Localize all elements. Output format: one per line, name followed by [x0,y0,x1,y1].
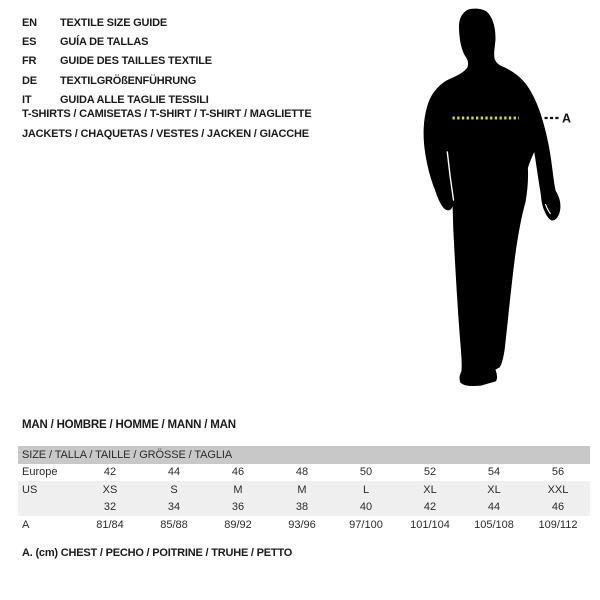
language-label: TEXTILE SIZE GUIDE [60,16,168,29]
language-code: ES [22,35,37,48]
language-code: DE [22,74,37,87]
list-item [22,13,212,32]
size-cell: 81/84 [96,518,124,531]
language-label: TEXTILGRÖßENFÜHRUNG [60,74,197,87]
size-cell: XL [423,483,437,496]
size-cell: 97/100 [349,518,383,531]
measurement-footnote: A. (cm) CHEST / PECHO / POITRINE / TRUHE / PETTO [22,547,293,559]
size-cell: 44 [167,466,181,479]
size-cell: 46 [231,466,245,479]
size-cell: 44 [487,501,501,514]
size-cell: 101/104 [410,518,450,531]
list-item [22,32,212,51]
row-label: A [22,518,30,531]
language-label: GUIDA ALLE TAGLIE TESSILI [60,93,209,106]
size-cell: 85/88 [160,518,188,531]
size-cell: 36 [231,501,245,514]
table-row-europe [18,464,590,482]
table-row-uk [18,499,590,517]
size-cell: 54 [487,466,501,479]
size-cell: XL [487,483,501,496]
size-table [18,446,590,534]
man-silhouette [424,9,561,386]
size-cell: 50 [359,466,373,479]
size-cell: XXL [547,483,569,496]
size-cell: M [233,483,243,496]
size-cell: 46 [551,501,565,514]
size-cell: 56 [551,466,565,479]
table-header-row: SIZE / TALLA / TAILLE / GRÖSSE / TAGLIA [18,446,590,464]
size-cell: 52 [423,466,437,479]
table-row-us [18,481,590,499]
size-cell: L [362,483,370,496]
size-cell: 42 [103,466,117,479]
size-cell: 89/92 [224,518,252,531]
garment-line-tshirts: T-SHIRTS / CAMISETAS / T-SHIRT / T-SHIRT / MAGLIETTE [22,108,312,120]
list-item [22,52,212,71]
size-cell: S [170,483,178,496]
size-cell: 105/108 [474,518,514,531]
size-cell: 38 [295,501,309,514]
row-label: US [22,483,38,496]
row-label: Europe [22,466,58,479]
table-row-chest-a [18,516,590,534]
size-cell: 32 [103,501,117,514]
language-code: EN [22,16,37,29]
size-cell: 109/112 [538,518,578,531]
size-cell: M [297,483,307,496]
size-cell: XS [102,483,118,496]
size-cell: 48 [295,466,309,479]
language-code: FR [22,55,37,68]
language-label: GUÍA DE TALLAS [60,35,149,48]
language-list [22,13,212,109]
measure-label-a: A [562,111,572,126]
language-label: GUIDE DES TAILLES TEXTILE [60,55,212,68]
size-cell: 42 [423,501,437,514]
list-item [22,71,212,90]
size-cell: 93/96 [288,518,316,531]
garment-heading [22,104,311,144]
garment-line-jackets: JACKETS / CHAQUETAS / VESTES / JACKEN / GIACCHE [22,128,309,140]
language-code: IT [22,93,32,106]
man-silhouette-figure [405,0,600,400]
size-cell: 40 [359,501,373,514]
section-title-man: MAN / HOMBRE / HOMME / MANN / MAN [22,419,236,431]
size-cell: 34 [167,501,181,514]
